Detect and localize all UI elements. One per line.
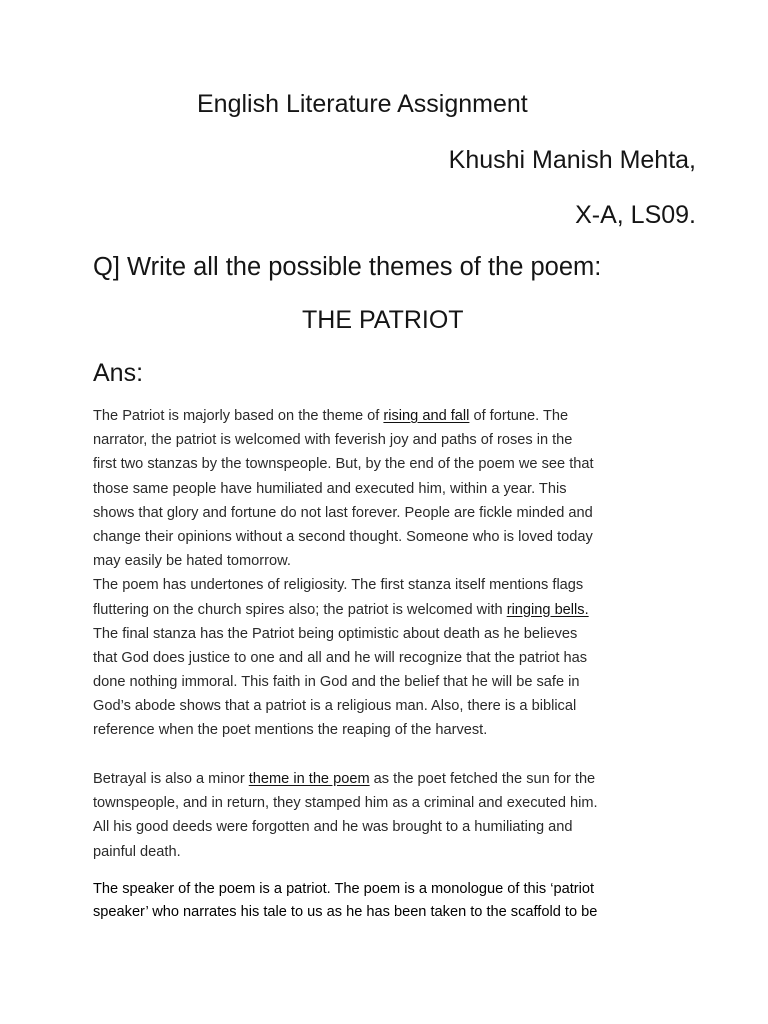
paragraph-line bbox=[93, 767, 677, 791]
paragraph-line: painful death. bbox=[93, 843, 181, 860]
underlined-phrase-ringing-bells: ringing bells. bbox=[506, 601, 589, 618]
paragraph-line: that God does justice to one and all and he will recognize that the patriot has bbox=[93, 649, 588, 666]
paragraph-line: change their opinions without a second thought. Someone who is loved today bbox=[93, 528, 593, 545]
paragraph-line bbox=[93, 404, 677, 428]
line-text: Betrayal is also a minor bbox=[93, 771, 249, 787]
poem-title: THE PATRIOT bbox=[302, 306, 464, 334]
line-text: of fortune. The bbox=[469, 408, 569, 424]
paragraph-line: first two stanzas by the townspeople. But, by the end of the poem we see that bbox=[93, 456, 594, 473]
paragraph-line: townspeople, and in return, they stamped him as a criminal and executed him. bbox=[93, 795, 598, 812]
paragraph-line: The final stanza has the Patriot being optimistic about death as he believes bbox=[93, 625, 578, 642]
paragraph-line: may easily be hated tomorrow. bbox=[93, 553, 291, 570]
paragraph-line: The speaker of the poem is a patriot. The poem is a monologue of this ‘patriot bbox=[93, 881, 595, 897]
paragraph-line: done nothing immoral. This faith in God and the belief that he will be safe in bbox=[93, 674, 580, 691]
question-text: Q] Write all the possible themes of the poem: bbox=[93, 253, 602, 281]
betrayal-paragraph bbox=[93, 767, 677, 864]
paragraph-line: shows that glory and fortune do not last forever. People are fickle minded and bbox=[93, 504, 593, 521]
paragraph-line bbox=[93, 598, 677, 622]
document-title: English Literature Assignment bbox=[197, 90, 528, 118]
paragraph-line: narrator, the patriot is welcomed with feverish joy and paths of roses in the bbox=[93, 432, 573, 449]
paragraph-line: God’s abode shows that a patriot is a religious man. Also, there is a biblical bbox=[93, 698, 577, 715]
paragraph-line: reference when the poet mentions the reaping of the harvest. bbox=[93, 722, 488, 739]
line-text: The Patriot is majorly based on the theme of bbox=[93, 408, 384, 424]
paragraph-line: speaker’ who narrates his tale to us as he has been taken to the scaffold to be bbox=[93, 903, 598, 920]
line-text: fluttering on the church spires also; the patriot is welcomed with bbox=[93, 601, 507, 618]
class-and-roll-number: X-A, LS09. bbox=[575, 201, 696, 229]
underlined-phrase-theme-in-the-poem: theme in the poem bbox=[248, 771, 370, 787]
underlined-phrase-rising-and-fall: rising and fall bbox=[383, 408, 470, 424]
answer-label: Ans: bbox=[93, 359, 144, 387]
paragraph-line: those same people have humiliated and executed him, within a year. This bbox=[93, 480, 567, 497]
paragraph-line: All his good deeds were forgotten and he was brought to a humiliating and bbox=[93, 819, 573, 836]
speaker-paragraph bbox=[93, 878, 677, 923]
line-text: as the poet fetched the sun for the bbox=[369, 771, 596, 787]
paragraph-line: The poem has undertones of religiosity. The first stanza itself mentions flags bbox=[93, 577, 584, 594]
author-name: Khushi Manish Mehta, bbox=[448, 146, 696, 174]
answer-body bbox=[93, 404, 677, 743]
